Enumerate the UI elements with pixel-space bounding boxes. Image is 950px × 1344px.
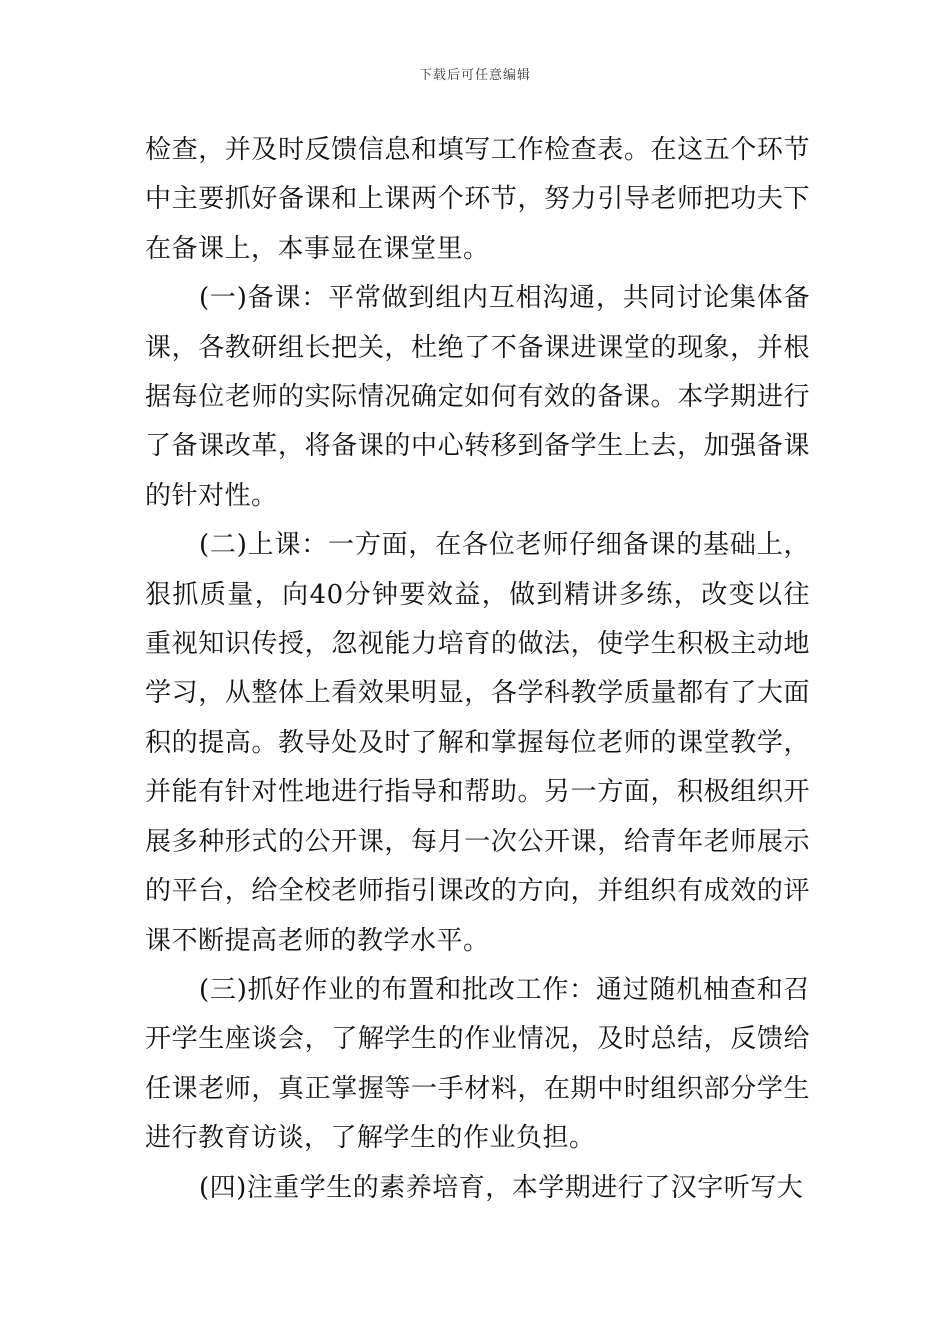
paragraph-teaching: (二)上课：一方面，在各位老师仔细备课的基础上，狠抓质量，向40分钟要效益，做到精讲多练，改变以往重视知识传授，忽视能力培育的做法，使学生积极主动地学习，从整体上看效果明显，各学科教学质量都有了大面积的提高。教导处及时了解和掌握每位老师的课堂教学，并能有针对性地进行指导和帮助。另一方面，积极组织开展多种形式的公开课，每月一次公开课，给青年老师展示的平台，给全校老师指引课改的方向，并组织有成效的评课不断提高老师的教学水平。 xyxy=(145,530,810,956)
paragraph-continuation: 检查，并及时反馈信息和填写工作检查表。在这五个环节中主要抓好备课和上课两个环节，努力引导老师把功夫下在备课上，本事显在课堂里。 xyxy=(145,135,810,264)
paragraph-student-literacy: (四)注重学生的素养培育，本学期进行了汉字听写大 xyxy=(199,1172,804,1203)
paragraph-lesson-preparation: (一)备课：平常做到组内互相沟通，共同讨论集体备课，各教研组长把关，杜绝了不备课进课堂的现象，并根据每位老师的实际情况确定如何有效的备课。本学期进行了备课改革，将备课的中心转移到备学生上去，加强备课的针对性。 xyxy=(145,283,810,511)
document-body xyxy=(145,126,810,1213)
page-header-note: 下载后可任意编辑 xyxy=(418,68,531,83)
paragraph-homework: (三)抓好作业的布置和批改工作：通过随机柚查和召开学生座谈会，了解学生的作业情况，及时总结，反馈给任课老师，真正掌握等一手材料，在期中时组织部分学生进行教育访谈，了解学生的作业负担。 xyxy=(145,974,810,1154)
